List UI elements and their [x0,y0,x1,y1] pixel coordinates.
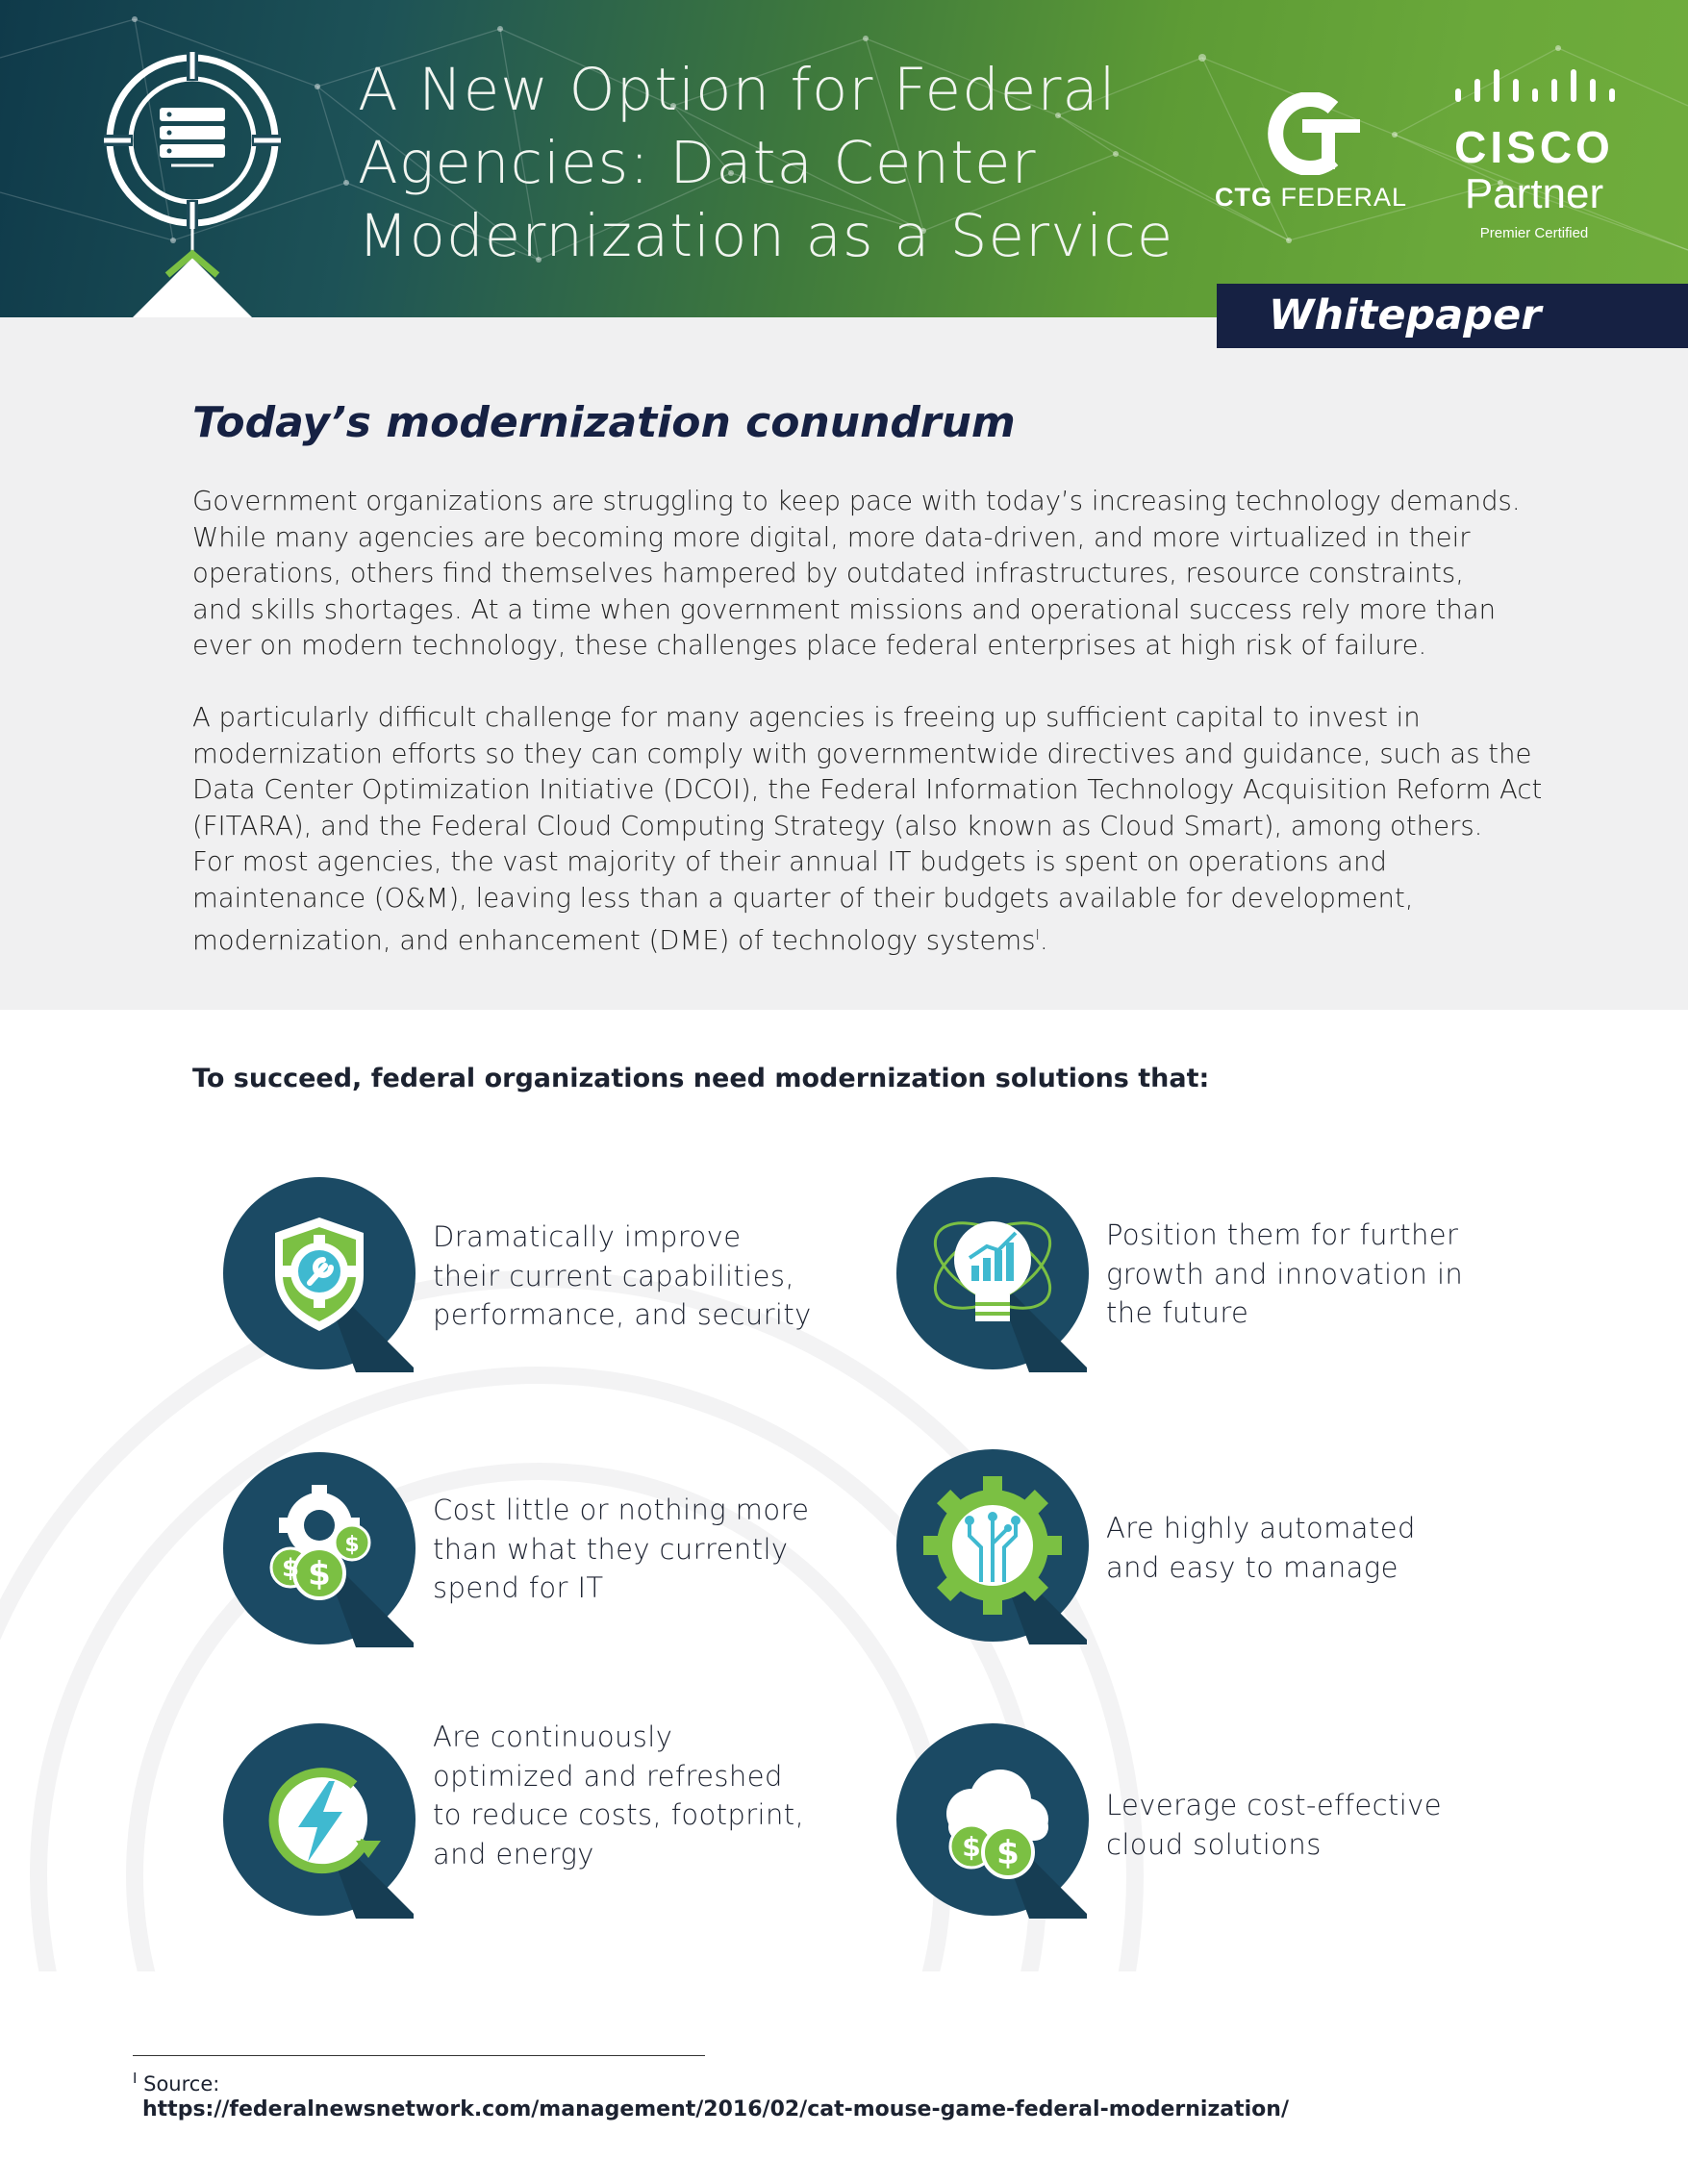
text-line: Leverage cost-effective [1106,1789,1442,1821]
svg-text:$: $ [308,1555,331,1594]
svg-text:$: $ [344,1533,360,1557]
ctg-caption [1210,183,1412,213]
footnote-label-text: Source: [143,2072,220,2096]
gear-dollar-icon [221,1450,418,1647]
solutions-heading: To succeed, federal organizations need modernization solutions that: [192,1064,1210,1093]
text-line: their current capabilities, [433,1259,795,1293]
text-line: spend for IT [433,1571,604,1604]
solution-item [894,1447,1568,1649]
lightbulb-chart-icon [894,1175,1092,1372]
text-line: optimized and refreshed [433,1759,783,1793]
text-line: For most agencies, the vast majority of their annual IT budgets is spent on operations and [192,846,1387,878]
cisco-bars-icon [1448,67,1621,113]
text-line: operations, others find themselves hampered by outdated infrastructures, resource constraints, [192,558,1464,590]
solution-text [1106,1216,1463,1333]
cisco-partner-logo [1443,67,1625,241]
text-line: While many agencies are becoming more digital, more data-driven, and more virtualized in their [192,521,1471,553]
text-line: Position them for further [1106,1218,1459,1251]
solution-text [433,1718,804,1873]
cloud-dollar-icon [894,1721,1092,1919]
title-line: Agencies: Data Center [358,129,1037,197]
text-line: (FITARA), and the Federal Cloud Computing Strategy (also known as Cloud Smart), among others. [192,810,1483,841]
text-line: Are highly automated [1106,1512,1416,1544]
whitepaper-tag: Whitepaper [1217,284,1688,348]
cisco-partner-text: Partner [1464,170,1604,217]
text-line: Dramatically improve [433,1220,742,1253]
text-line: Are continuously [433,1720,673,1753]
solution-item [221,1450,894,1652]
data-center-icon [104,52,287,317]
solution-item [221,1721,894,1923]
footnote-mark: I [1035,925,1040,943]
solution-text [433,1218,812,1335]
ctg-federal-logo [1210,92,1412,213]
svg-text:$: $ [962,1831,981,1863]
text-line-body: modernization, and enhancement (DME) of technology systems [192,924,1036,956]
text-line: growth and innovation in [1106,1257,1464,1291]
text-line: modernization efforts so they can comply with governmentwide directives and guidance, such as the [192,738,1532,769]
header-banner [0,0,1688,317]
ctg-mark-icon [1258,92,1364,175]
text-line: maintenance (O&M), leaving less than a quarter of their budgets available for development, [192,882,1414,914]
ctg-rest-text: FEDERAL [1272,183,1408,212]
solution-item [894,1175,1568,1377]
lightning-cycle-icon [221,1721,418,1919]
text-line: Data Center Optimization Initiative (DCOI), the Federal Information Technology Acquisition Reform Act [192,774,1543,806]
footnote-mark: I [133,2070,138,2087]
text-line: performance, and security [433,1298,812,1331]
title-line: Modernization as a Service [358,202,1174,270]
solution-text [1106,1786,1442,1864]
text-line: cloud solutions [1106,1827,1322,1861]
solution-item [221,1175,894,1377]
text-line: Cost little or nothing more [433,1494,810,1526]
text-line: than what they currently [433,1532,789,1566]
solution-text [1106,1509,1416,1587]
title-line: A New Option for Federal [358,56,1117,124]
text-line: Government organizations are struggling to keep pace with today’s increasing technology demands. [192,486,1521,516]
text-line: and energy [433,1837,594,1870]
cisco-wordmark: CISCO [1454,122,1614,172]
text-line: and skills shortages. At a time when government missions and operational success rely more than [192,593,1497,625]
svg-text:$: $ [996,1834,1020,1872]
gear-circuit-icon [894,1447,1092,1644]
intro-paragraph-2 [192,700,1543,959]
solution-text [433,1491,809,1608]
text-line: and easy to manage [1106,1550,1398,1584]
ctg-bold-text: CTG [1214,183,1272,212]
shield-gear-icon [221,1175,418,1372]
text-line-end: . [1039,924,1048,956]
document-title [358,54,1204,273]
intro-paragraph-1 [192,484,1539,665]
section-heading: Today’s modernization conundrum [192,398,1016,447]
solution-item [894,1721,1568,1923]
footnote-divider [133,2055,705,2056]
text-line: A particularly difficult challenge for many agencies is freeing up sufficient capital to invest in [192,702,1421,733]
text-line: the future [1106,1296,1249,1329]
cisco-premier-text: Premier Certified [1479,225,1589,241]
text-line: to reduce costs, footprint, [433,1798,805,1831]
footnote-link[interactable]: https://federalnewsnetwork.com/management/2016/02/cat-mouse-game-federal-modernization/ [142,2097,1289,2121]
text-line: ever on modern technology, these challenges place federal enterprises at high risk of failure. [192,630,1427,662]
text-line [192,917,1539,960]
svg-text:$: $ [281,1554,300,1583]
footnote-label [133,2070,219,2096]
